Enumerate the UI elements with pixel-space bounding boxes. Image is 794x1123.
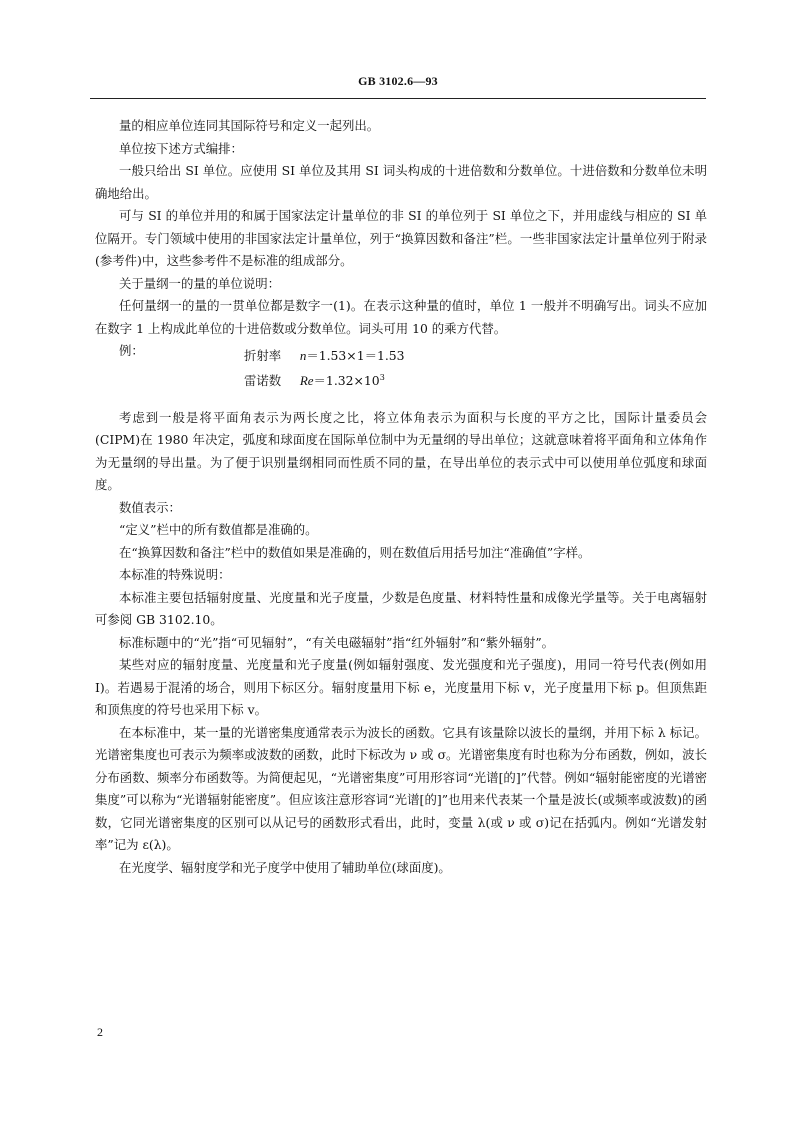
paragraph: 标准标题中的“光”指“可见辐射”，“有关电磁辐射”指“红外辐射”和“紫外辐射”。 [119,634,555,650]
standard-number-header: GB 3102.6—93 [358,74,438,88]
paragraph: 本标准的特殊说明： [119,567,231,582]
paragraph: 例： [119,343,144,358]
paragraph: 在光度学、辐射度学和光子度学中使用了辅助单位(球面度)。 [119,859,451,875]
paragraph: 量的相应单位连同其国际符号和定义一起列出。 [119,118,380,133]
paragraph: 本标准主要包括辐射度量、光度量和光子度量，少数是色度量、材料特性量和成像光学量等。关于电离辐射可参阅 GB 3102.10。 [95,589,707,627]
example-reynolds-number [244,367,385,392]
paragraph: “定义”栏中的所有数值都是准确的。 [119,522,318,537]
example-label: 折射率 [244,348,282,363]
example-label: 雷诺数 [244,373,282,389]
example-expression: ＝1.32×10 [313,373,380,389]
document-body [95,115,707,879]
paragraph: 考虑到一般是将平面角表示为两长度之比，将立体角表示为面积与长度的平方之比，国际计量委员会(CIPM)在 1980 年决定，弧度和球面度在国际单位制中为无量纲的导出单位；这就意味着将平面角和立体角作为无量纲的导出量。为了便于识别量纲相同而性质不同的量，在导出单位的表示式中可以使用单位弧度和球面度。 [95,409,707,492]
examples-spacer [95,363,707,407]
paragraph: 某些对应的辐射度量、光度量和光子度量(例如辐射强度、发光强度和光子强度)，用同一符号代表(例如用 I)。若遇易于混淆的场合，则用下标区分。辐射度量用下标 e，光度量用下标 v，光子度量用下标 p。但顶焦距和顶焦度的符号也采用下标 v。 [95,657,707,717]
paragraph: 在“换算因数和备注”栏中的数值如果是准确的，则在数值后用括号加注“准确值”字样。 [119,544,591,560]
paragraph: 任何量纲一的量的一贯单位都是数字一(1)。在表示这种量的值时，单位 1 一般并不明确写出。词头不应加在数字 1 上构成此单位的十进倍数或分数单位。词头可用 10 的乘方代替。 [95,298,707,336]
paragraph: 一般只给出 SI 单位。应使用 SI 单位及其用 SI 词头构成的十进倍数和分数单位。十进倍数和分数单位未明确地给出。 [95,163,707,201]
example-symbol: n [299,348,307,363]
page-number: 2 [97,1025,103,1039]
example-exponent: 3 [379,373,385,382]
example-refractive-index [244,345,405,367]
example-symbol: Re [299,373,314,389]
paragraph: 关于量纲一的量的单位说明： [119,275,281,291]
paragraph: 数值表示： [119,499,181,515]
paragraph: 单位按下述方式编排： [119,140,243,156]
paragraph: 在本标准中，某一量的光谱密集度通常表示为波长的函数。它具有该量除以波长的量纲，并用下标 λ 标记。光谱密集度也可表示为频率或波数的函数，此时下标改为 ν 或 σ。光谱密集度有时也称为分布函数，例如，波长分布函数、频率分布函数等。为简便起见，“光谱密集度”可用形容词“光谱[的]”代替。例如“辐射能密度的光谱密集度”可以称为“光谱辐射能密度”。但应该注意形容词“光谱[的]”也用来代表某一个量是波长(或频率或波数)的函数，它同光谱密集度的区别可以从记号的函数形式看出，此时，变量 λ(或 ν 或 σ)记在括弧内。例如“光谱发射率”记为 ε(λ)。 [95,724,707,852]
example-expression: ＝1.53×1＝1.53 [306,348,405,363]
paragraph: 可与 SI 的单位并用的和属于国家法定计量单位的非 SI 的单位列于 SI 单位之下，并用虚线与相应的 SI 单位隔开。专门领域中使用的非国家法定计量单位，列于“换算因数和备注”栏。一些非国家法定计量单位列于附录(参考件)中，这些参考件不是标准的组成部分。 [95,208,707,268]
header-divider [90,98,706,99]
